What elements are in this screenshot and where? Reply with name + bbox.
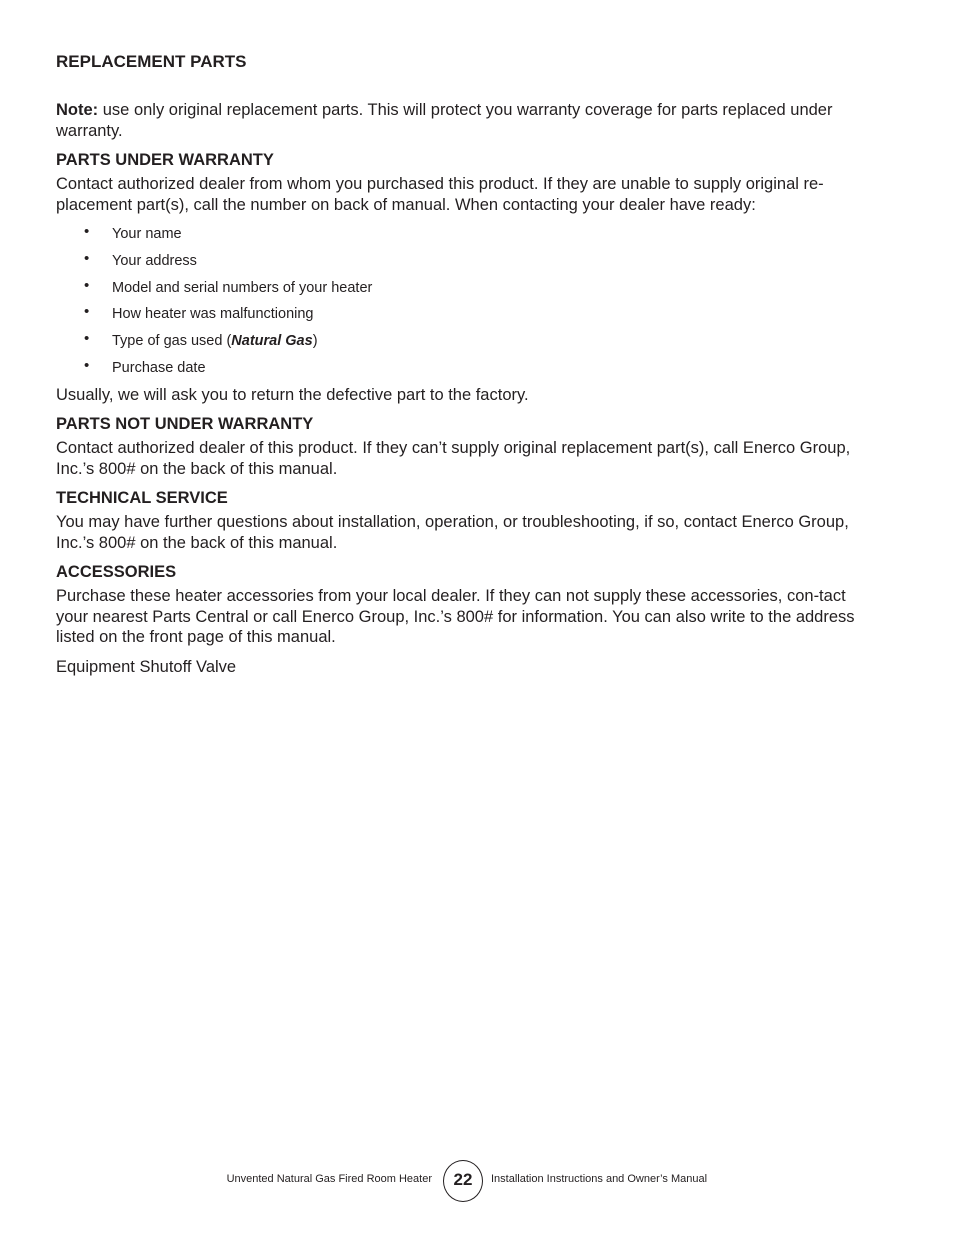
page-number-badge: 22 (443, 1160, 483, 1202)
bullet-icon: • (84, 249, 90, 267)
list-item: • Your name (84, 223, 182, 242)
footer-manual-name: Installation Instructions and Owner’s Manual (491, 1173, 708, 1185)
warranty-heading: PARTS UNDER WARRANTY (56, 151, 274, 169)
warranty-intro: Contact authorized dealer from whom you purchased this product. If they are unable to supply original re-placement part(s), call the number on back of manual. When contacting your dealer have ready: (56, 175, 824, 214)
warranty-closing: Usually, we will ask you to return the defective part to the factory. (56, 385, 529, 404)
accessories-text: Purchase these heater accessories from your local dealer. If they can not supply these accessories, con-tact your nearest Parts Central or call Enerco Group, Inc.’s 800# for information. You can also write to the address listed on the front page of this manual. (56, 587, 855, 647)
note-paragraph (56, 100, 866, 141)
page-title: REPLACEMENT PARTS (56, 52, 247, 71)
bullet-icon: • (84, 303, 90, 321)
bullet-icon: • (84, 330, 90, 348)
note-text: use only original replacement parts. This will protect you warranty coverage for parts replaced under warranty. (56, 101, 833, 140)
not-warranty-heading: PARTS NOT UNDER WARRANTY (56, 415, 314, 434)
technical-service-heading: TECHNICAL SERVICE (56, 489, 228, 508)
document-body (56, 100, 866, 686)
list-item: • Type of gas used (Natural Gas) (84, 330, 318, 350)
list-item: • How heater was malfunctioning (84, 303, 314, 323)
gas-type: Natural Gas (231, 333, 313, 350)
list-item: • Purchase date (84, 356, 206, 376)
technical-service-text: You may have further questions about installation, operation, or troubleshooting, if so, contact Enerco Group, Inc.’s 800# on the back of this manual. (56, 513, 849, 552)
not-warranty-text: Contact authorized dealer of this product. If they can’t supply original replacement part(s), call Enerco Group, Inc.’s 800# on the back of this manual. (56, 439, 851, 478)
bullet-icon: • (84, 223, 90, 240)
page-footer (0, 1160, 954, 1204)
bullet-icon: • (84, 356, 90, 374)
bullet-icon: • (84, 276, 90, 294)
dealer-info-list (56, 224, 866, 378)
accessory-item: Equipment Shutoff Valve (56, 657, 237, 676)
accessories-heading: ACCESSORIES (56, 563, 177, 582)
footer-product-name: Unvented Natural Gas Fired Room Heater (226, 1173, 432, 1185)
list-item: • Model and serial numbers of your heater (84, 276, 373, 296)
list-item: • Your address (84, 249, 197, 269)
note-label: Note: (56, 101, 99, 119)
